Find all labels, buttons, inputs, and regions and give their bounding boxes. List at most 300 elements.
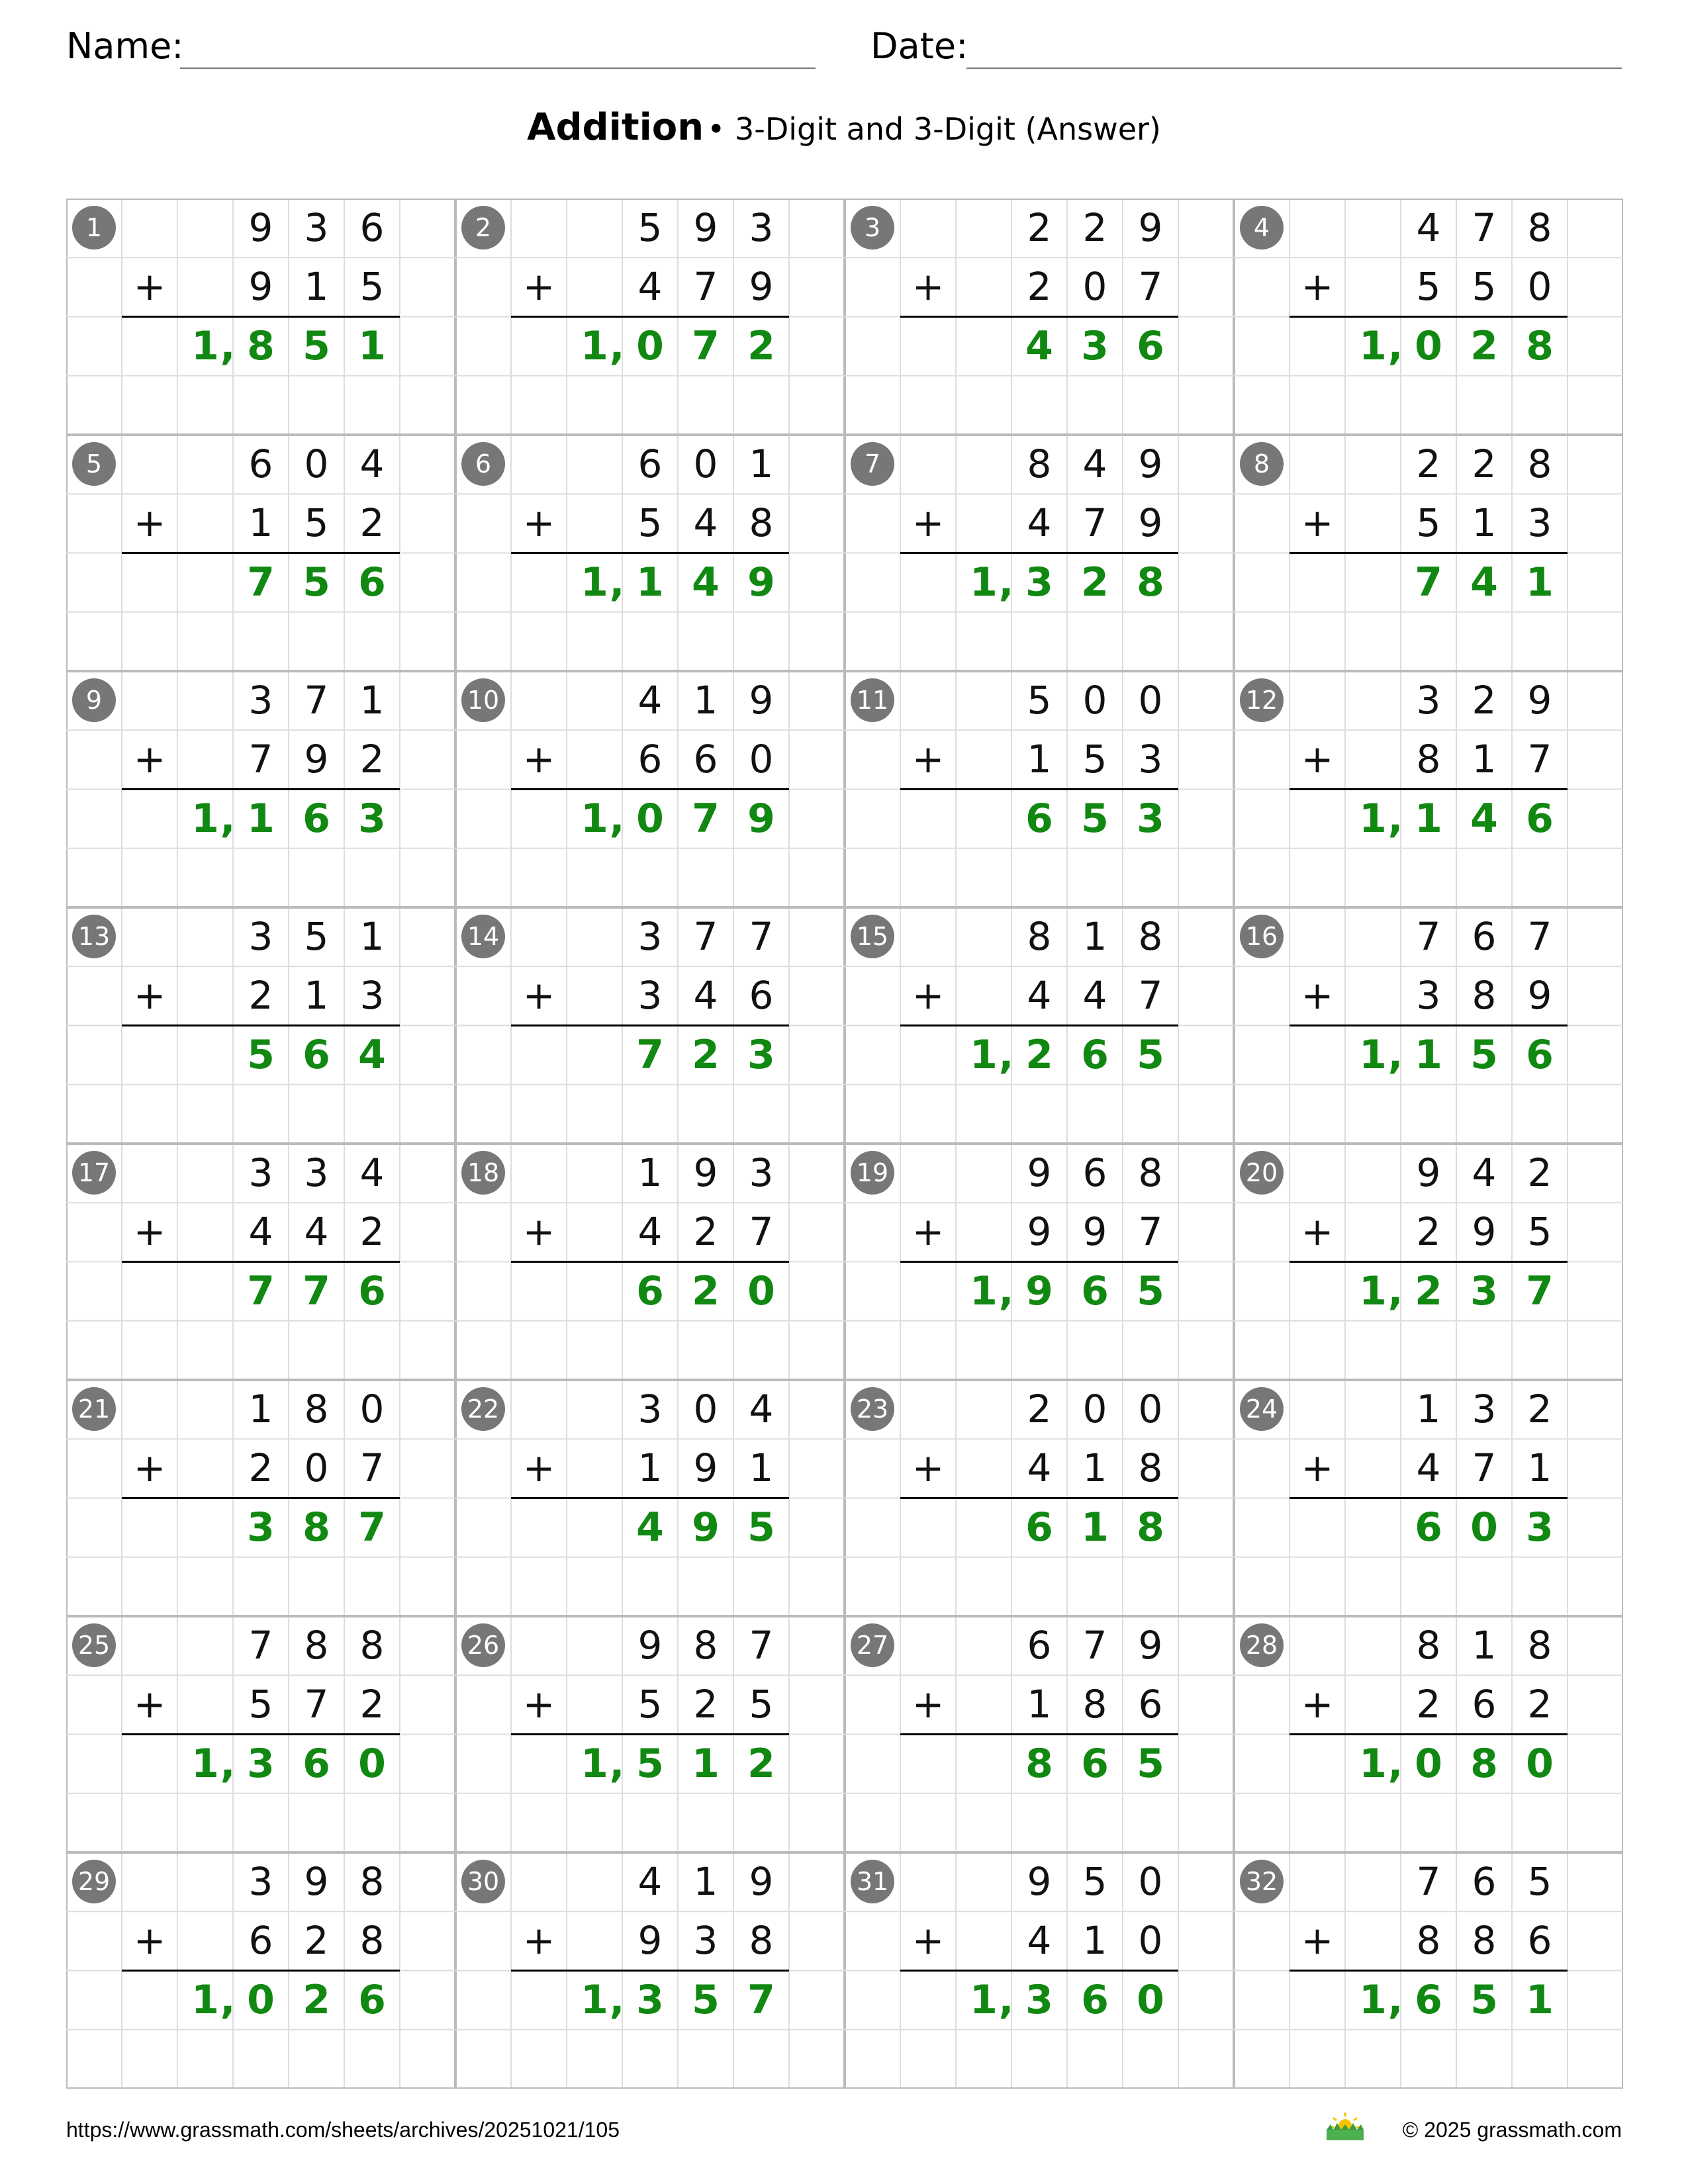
top-digit: 3 <box>1416 678 1441 723</box>
answer-digit: 3 <box>1025 1976 1053 2023</box>
bottom-digit: 6 <box>248 1918 273 1964</box>
answer-digit: 0 <box>1415 322 1442 369</box>
answer-digit: 6 <box>1415 1976 1442 2023</box>
top-digit: 5 <box>1082 1859 1107 1904</box>
answer-digit: 1 <box>191 322 219 369</box>
answer-digit: 7 <box>358 1504 386 1551</box>
answer-digit: 0 <box>247 1976 275 2023</box>
plus-sign: + <box>522 500 555 546</box>
top-digit: 9 <box>693 205 718 250</box>
bottom-digit: 8 <box>1472 973 1497 1019</box>
plus-sign: + <box>1301 1918 1334 1964</box>
date-line[interactable] <box>966 68 1622 69</box>
answer-digit: 2 <box>1081 559 1109 606</box>
answer-digit: 1 <box>1526 559 1554 606</box>
plus-sign: + <box>912 973 945 1019</box>
answer-digit: 1 <box>1359 795 1387 842</box>
top-digit: 8 <box>1138 1150 1163 1195</box>
plus-sign: + <box>133 973 166 1019</box>
top-digit: 9 <box>749 678 774 723</box>
problem-number-badge: 21 <box>72 1387 116 1431</box>
top-digit: 4 <box>749 1387 774 1432</box>
answer-digit: 7 <box>692 322 720 369</box>
answer-digit: 2 <box>747 322 775 369</box>
answer-digit: 1 <box>581 559 608 606</box>
answer-digit: 3 <box>636 1976 664 2023</box>
bottom-digit: 9 <box>1472 1209 1497 1255</box>
answer-digit: 2 <box>747 1740 775 1787</box>
top-digit: 3 <box>749 1150 774 1195</box>
answer-digit: 0 <box>1137 1976 1164 2023</box>
problem-number-badge: 18 <box>461 1151 505 1195</box>
answer-digit: 0 <box>1415 1740 1442 1787</box>
problem-number-badge: 15 <box>851 915 894 958</box>
bottom-digit: 1 <box>1027 1682 1052 1727</box>
top-digit: 9 <box>693 1150 718 1195</box>
bottom-digit: 1 <box>1027 737 1052 782</box>
answer-comma: , <box>220 322 236 369</box>
answer-comma: , <box>998 559 1014 606</box>
top-digit: 9 <box>248 205 273 250</box>
answer-digit: 1 <box>247 795 275 842</box>
answer-digit: 5 <box>303 559 330 606</box>
top-digit: 6 <box>1082 1150 1107 1195</box>
answer-digit: 6 <box>358 1976 386 2023</box>
top-digit: 7 <box>1527 914 1552 959</box>
answer-digit: 6 <box>303 795 330 842</box>
answer-comma: , <box>1387 795 1403 842</box>
bottom-digit: 1 <box>1472 737 1497 782</box>
top-digit: 8 <box>1416 1623 1441 1668</box>
name-label: Name: <box>66 25 184 67</box>
bottom-digit: 4 <box>693 500 718 546</box>
bottom-digit: 4 <box>1416 1445 1441 1491</box>
problem-number-badge: 31 <box>851 1860 894 1903</box>
bottom-digit: 2 <box>248 973 273 1019</box>
bottom-digit: 7 <box>359 1445 385 1491</box>
name-line[interactable] <box>180 68 816 69</box>
answer-digit: 1 <box>970 1267 998 1314</box>
problem-number-badge: 30 <box>461 1860 505 1903</box>
top-digit: 4 <box>1082 441 1107 486</box>
answer-digit: 7 <box>247 1267 275 1314</box>
top-digit: 0 <box>1138 1387 1163 1432</box>
bottom-digit: 5 <box>359 264 385 310</box>
answer-comma: , <box>220 1976 236 2023</box>
top-digit: 3 <box>1472 1387 1497 1432</box>
plus-sign: + <box>912 1682 945 1727</box>
answer-digit: 1 <box>1359 1267 1387 1314</box>
problem-number-badge: 19 <box>851 1151 894 1195</box>
bottom-digit: 6 <box>637 737 663 782</box>
bottom-digit: 5 <box>749 1682 774 1727</box>
top-digit: 9 <box>1138 205 1163 250</box>
bottom-digit: 9 <box>1527 973 1552 1019</box>
answer-digit: 6 <box>1081 1740 1109 1787</box>
answer-digit: 1 <box>1081 1504 1109 1551</box>
answer-digit: 1 <box>358 322 386 369</box>
top-digit: 0 <box>693 1387 718 1432</box>
bottom-digit: 5 <box>304 500 329 546</box>
plus-sign: + <box>133 500 166 546</box>
answer-digit: 8 <box>1526 322 1554 369</box>
bottom-digit: 9 <box>248 264 273 310</box>
answer-digit: 5 <box>247 1031 275 1078</box>
top-digit: 6 <box>1472 914 1497 959</box>
bottom-digit: 0 <box>749 737 774 782</box>
top-digit: 7 <box>304 678 329 723</box>
bottom-digit: 3 <box>359 973 385 1019</box>
problem-number-badge: 13 <box>72 915 116 958</box>
bottom-digit: 6 <box>693 737 718 782</box>
answer-digit: 6 <box>358 1267 386 1314</box>
top-digit: 1 <box>693 1859 718 1904</box>
bottom-digit: 8 <box>1472 1918 1497 1964</box>
top-digit: 0 <box>1082 1387 1107 1432</box>
top-digit: 9 <box>1138 1623 1163 1668</box>
answer-digit: 1 <box>1526 1976 1554 2023</box>
top-digit: 9 <box>749 1859 774 1904</box>
answer-digit: 1 <box>581 1740 608 1787</box>
problem-number-badge: 16 <box>1240 915 1284 958</box>
bottom-digit: 2 <box>1027 264 1052 310</box>
answer-digit: 9 <box>747 559 775 606</box>
top-digit: 2 <box>1472 678 1497 723</box>
top-digit: 5 <box>1027 678 1052 723</box>
problem-number-badge: 29 <box>72 1860 116 1903</box>
plus-sign: + <box>1301 737 1334 782</box>
bottom-digit: 7 <box>1472 1445 1497 1491</box>
top-digit: 3 <box>637 914 663 959</box>
top-digit: 6 <box>637 441 663 486</box>
top-digit: 4 <box>1416 205 1441 250</box>
answer-digit: 5 <box>747 1504 775 1551</box>
bottom-digit: 7 <box>749 1209 774 1255</box>
plus-sign: + <box>1301 1209 1334 1255</box>
plus-sign: + <box>1301 973 1334 1019</box>
answer-digit: 6 <box>1081 1267 1109 1314</box>
top-digit: 2 <box>1527 1387 1552 1432</box>
top-digit: 5 <box>304 914 329 959</box>
answer-digit: 1 <box>581 1976 608 2023</box>
bottom-digit: 5 <box>248 1682 273 1727</box>
top-digit: 2 <box>1527 1150 1552 1195</box>
top-digit: 0 <box>1138 1859 1163 1904</box>
problem-number-badge: 25 <box>72 1623 116 1667</box>
bottom-digit: 1 <box>1082 1918 1107 1964</box>
bottom-digit: 1 <box>1527 1445 1552 1491</box>
bottom-digit: 2 <box>304 1918 329 1964</box>
top-digit: 8 <box>693 1623 718 1668</box>
answer-digit: 1 <box>1359 1740 1387 1787</box>
top-digit: 4 <box>1472 1150 1497 1195</box>
answer-comma: , <box>1387 1031 1403 1078</box>
answer-comma: , <box>609 559 625 606</box>
bottom-digit: 2 <box>693 1209 718 1255</box>
answer-digit: 1 <box>970 1976 998 2023</box>
answer-digit: 4 <box>358 1031 386 1078</box>
answer-digit: 0 <box>636 795 664 842</box>
answer-digit: 5 <box>1137 1031 1164 1078</box>
answer-digit: 5 <box>1470 1031 1498 1078</box>
top-digit: 3 <box>749 205 774 250</box>
plus-sign: + <box>912 1918 945 1964</box>
answer-digit: 7 <box>692 795 720 842</box>
answer-digit: 2 <box>692 1267 720 1314</box>
bottom-digit: 2 <box>248 1445 273 1491</box>
answer-comma: , <box>1387 1267 1403 1314</box>
plus-sign: + <box>522 973 555 1019</box>
plus-sign: + <box>133 1682 166 1727</box>
top-digit: 0 <box>693 441 718 486</box>
answer-digit: 3 <box>747 1031 775 1078</box>
top-digit: 3 <box>248 1859 273 1904</box>
answer-comma: , <box>998 1267 1014 1314</box>
answer-digit: 6 <box>636 1267 664 1314</box>
top-digit: 6 <box>359 205 385 250</box>
answer-comma: , <box>609 1740 625 1787</box>
answer-comma: , <box>1387 322 1403 369</box>
bottom-digit: 1 <box>304 973 329 1019</box>
bottom-digit: 8 <box>1138 1445 1163 1491</box>
bottom-digit: 7 <box>1082 500 1107 546</box>
plus-sign: + <box>912 264 945 310</box>
top-digit: 8 <box>1527 205 1552 250</box>
answer-digit: 3 <box>1081 322 1109 369</box>
answer-digit: 5 <box>1081 795 1109 842</box>
top-digit: 1 <box>359 678 385 723</box>
answer-comma: , <box>998 1976 1014 2023</box>
top-digit: 7 <box>693 914 718 959</box>
top-digit: 3 <box>304 205 329 250</box>
answer-digit: 2 <box>1470 322 1498 369</box>
bottom-digit: 4 <box>1027 973 1052 1019</box>
bottom-digit: 1 <box>248 500 273 546</box>
top-digit: 6 <box>1027 1623 1052 1668</box>
bottom-digit: 8 <box>1082 1682 1107 1727</box>
top-digit: 9 <box>1027 1859 1052 1904</box>
top-digit: 4 <box>359 441 385 486</box>
answer-digit: 1 <box>581 322 608 369</box>
plus-sign: + <box>1301 1682 1334 1727</box>
bottom-digit: 4 <box>693 973 718 1019</box>
top-digit: 4 <box>359 1150 385 1195</box>
bottom-digit: 7 <box>693 264 718 310</box>
top-digit: 1 <box>1416 1387 1441 1432</box>
answer-digit: 1 <box>1415 795 1442 842</box>
top-digit: 0 <box>1082 678 1107 723</box>
answer-digit: 6 <box>303 1740 330 1787</box>
top-digit: 8 <box>1138 914 1163 959</box>
bottom-digit: 9 <box>637 1918 663 1964</box>
bottom-digit: 6 <box>1138 1682 1163 1727</box>
answer-digit: 1 <box>1359 1976 1387 2023</box>
top-digit: 3 <box>248 1150 273 1195</box>
problem-number-badge: 17 <box>72 1151 116 1195</box>
top-digit: 3 <box>248 914 273 959</box>
problem-number-badge: 6 <box>461 442 505 486</box>
footer-url: https://www.grassmath.com/sheets/archives/20251021/105 <box>66 2118 620 2142</box>
answer-digit: 1 <box>636 559 664 606</box>
title-sub: • 3-Digit and 3-Digit (Answer) <box>707 111 1161 147</box>
problem-number-badge: 9 <box>72 678 116 722</box>
answer-digit: 1 <box>1415 1031 1442 1078</box>
worksheet-title <box>0 106 1688 149</box>
top-digit: 3 <box>248 678 273 723</box>
bottom-digit: 2 <box>359 500 385 546</box>
answer-digit: 2 <box>692 1031 720 1078</box>
bottom-digit: 5 <box>1472 264 1497 310</box>
bottom-digit: 9 <box>304 737 329 782</box>
plus-sign: + <box>133 1209 166 1255</box>
date-label: Date: <box>870 25 968 67</box>
answer-digit: 4 <box>1470 559 1498 606</box>
top-digit: 7 <box>248 1623 273 1668</box>
answer-digit: 0 <box>358 1740 386 1787</box>
bottom-digit: 0 <box>304 1445 329 1491</box>
top-digit: 1 <box>637 1150 663 1195</box>
top-digit: 0 <box>1138 678 1163 723</box>
top-digit: 6 <box>248 441 273 486</box>
answer-digit: 6 <box>358 559 386 606</box>
bottom-digit: 5 <box>1416 264 1441 310</box>
answer-comma: , <box>609 795 625 842</box>
problem-number-badge: 2 <box>461 206 505 250</box>
top-digit: 6 <box>1472 1859 1497 1904</box>
bottom-digit: 4 <box>1082 973 1107 1019</box>
bottom-digit: 3 <box>1416 973 1441 1019</box>
bottom-digit: 2 <box>359 1682 385 1727</box>
answer-digit: 4 <box>692 559 720 606</box>
plus-sign: + <box>1301 1445 1334 1491</box>
problem-number-badge: 28 <box>1240 1623 1284 1667</box>
problem-number-badge: 3 <box>851 206 894 250</box>
bottom-digit: 7 <box>1138 973 1163 1019</box>
answer-digit: 1 <box>1359 322 1387 369</box>
answer-digit: 8 <box>1025 1740 1053 1787</box>
answer-digit: 0 <box>1526 1740 1554 1787</box>
bottom-digit: 7 <box>1527 737 1552 782</box>
answer-digit: 7 <box>1526 1267 1554 1314</box>
plus-sign: + <box>133 264 166 310</box>
answer-digit: 3 <box>1137 795 1164 842</box>
answer-comma: , <box>609 322 625 369</box>
bottom-digit: 2 <box>693 1682 718 1727</box>
grass-sun-logo-icon <box>1324 2110 1366 2142</box>
answer-comma: , <box>220 795 236 842</box>
bottom-digit: 4 <box>1027 500 1052 546</box>
answer-digit: 6 <box>303 1031 330 1078</box>
plus-sign: + <box>1301 264 1334 310</box>
bottom-digit: 8 <box>1416 1918 1441 1964</box>
problem-number-badge: 1 <box>72 206 116 250</box>
answer-digit: 5 <box>303 322 330 369</box>
top-digit: 8 <box>1027 914 1052 959</box>
top-digit: 7 <box>1082 1623 1107 1668</box>
bottom-digit: 5 <box>1082 737 1107 782</box>
answer-digit: 6 <box>1081 1031 1109 1078</box>
bottom-digit: 0 <box>1527 264 1552 310</box>
top-digit: 8 <box>304 1623 329 1668</box>
problem-number-badge: 10 <box>461 678 505 722</box>
problem-number-badge: 8 <box>1240 442 1284 486</box>
answer-digit: 3 <box>1470 1267 1498 1314</box>
plus-sign: + <box>522 1918 555 1964</box>
answer-digit: 3 <box>358 795 386 842</box>
top-digit: 4 <box>637 678 663 723</box>
problem-number-badge: 20 <box>1240 1151 1284 1195</box>
answer-digit: 3 <box>247 1740 275 1787</box>
top-digit: 9 <box>1027 1150 1052 1195</box>
bottom-digit: 7 <box>248 737 273 782</box>
bottom-digit: 4 <box>1027 1445 1052 1491</box>
top-digit: 8 <box>1527 1623 1552 1668</box>
answer-digit: 4 <box>1470 795 1498 842</box>
problem-number-badge: 32 <box>1240 1860 1284 1903</box>
top-digit: 7 <box>1416 914 1441 959</box>
top-digit: 1 <box>1082 914 1107 959</box>
bottom-digit: 5 <box>637 1682 663 1727</box>
top-digit: 2 <box>1472 441 1497 486</box>
answer-digit: 2 <box>303 1976 330 2023</box>
top-digit: 2 <box>1027 1387 1052 1432</box>
bottom-digit: 7 <box>1138 1209 1163 1255</box>
top-digit: 7 <box>749 1623 774 1668</box>
answer-digit: 4 <box>1025 322 1053 369</box>
answer-digit: 2 <box>1415 1267 1442 1314</box>
plus-sign: + <box>133 1918 166 1964</box>
top-digit: 3 <box>304 1150 329 1195</box>
answer-digit: 7 <box>1415 559 1442 606</box>
bottom-digit: 5 <box>637 500 663 546</box>
plus-sign: + <box>912 1445 945 1491</box>
problem-number-badge: 27 <box>851 1623 894 1667</box>
problem-number-badge: 4 <box>1240 206 1284 250</box>
top-digit: 9 <box>304 1859 329 1904</box>
top-digit: 8 <box>1527 441 1552 486</box>
problem-number-badge: 22 <box>461 1387 505 1431</box>
plus-sign: + <box>912 1209 945 1255</box>
bottom-digit: 5 <box>1527 1209 1552 1255</box>
bottom-digit: 6 <box>1472 1682 1497 1727</box>
answer-comma: , <box>220 1740 236 1787</box>
answer-digit: 0 <box>1470 1504 1498 1551</box>
answer-digit: 1 <box>191 795 219 842</box>
footer-copyright: © 2025 grassmath.com <box>1402 2118 1622 2142</box>
bottom-digit: 4 <box>248 1209 273 1255</box>
bottom-digit: 9 <box>749 264 774 310</box>
top-digit: 7 <box>1472 205 1497 250</box>
answer-digit: 3 <box>247 1504 275 1551</box>
top-digit: 9 <box>1138 441 1163 486</box>
top-digit: 1 <box>749 441 774 486</box>
top-digit: 0 <box>359 1387 385 1432</box>
plus-sign: + <box>912 500 945 546</box>
bottom-digit: 1 <box>1082 1445 1107 1491</box>
plus-sign: + <box>133 1445 166 1491</box>
answer-digit: 3 <box>1526 1504 1554 1551</box>
bottom-digit: 2 <box>1527 1682 1552 1727</box>
bottom-digit: 0 <box>1082 264 1107 310</box>
bottom-digit: 4 <box>637 264 663 310</box>
bottom-digit: 4 <box>637 1209 663 1255</box>
answer-digit: 1 <box>581 795 608 842</box>
answer-digit: 5 <box>692 1976 720 2023</box>
answer-digit: 2 <box>1025 1031 1053 1078</box>
problem-number-badge: 5 <box>72 442 116 486</box>
bottom-digit: 5 <box>1416 500 1441 546</box>
top-digit: 1 <box>359 914 385 959</box>
